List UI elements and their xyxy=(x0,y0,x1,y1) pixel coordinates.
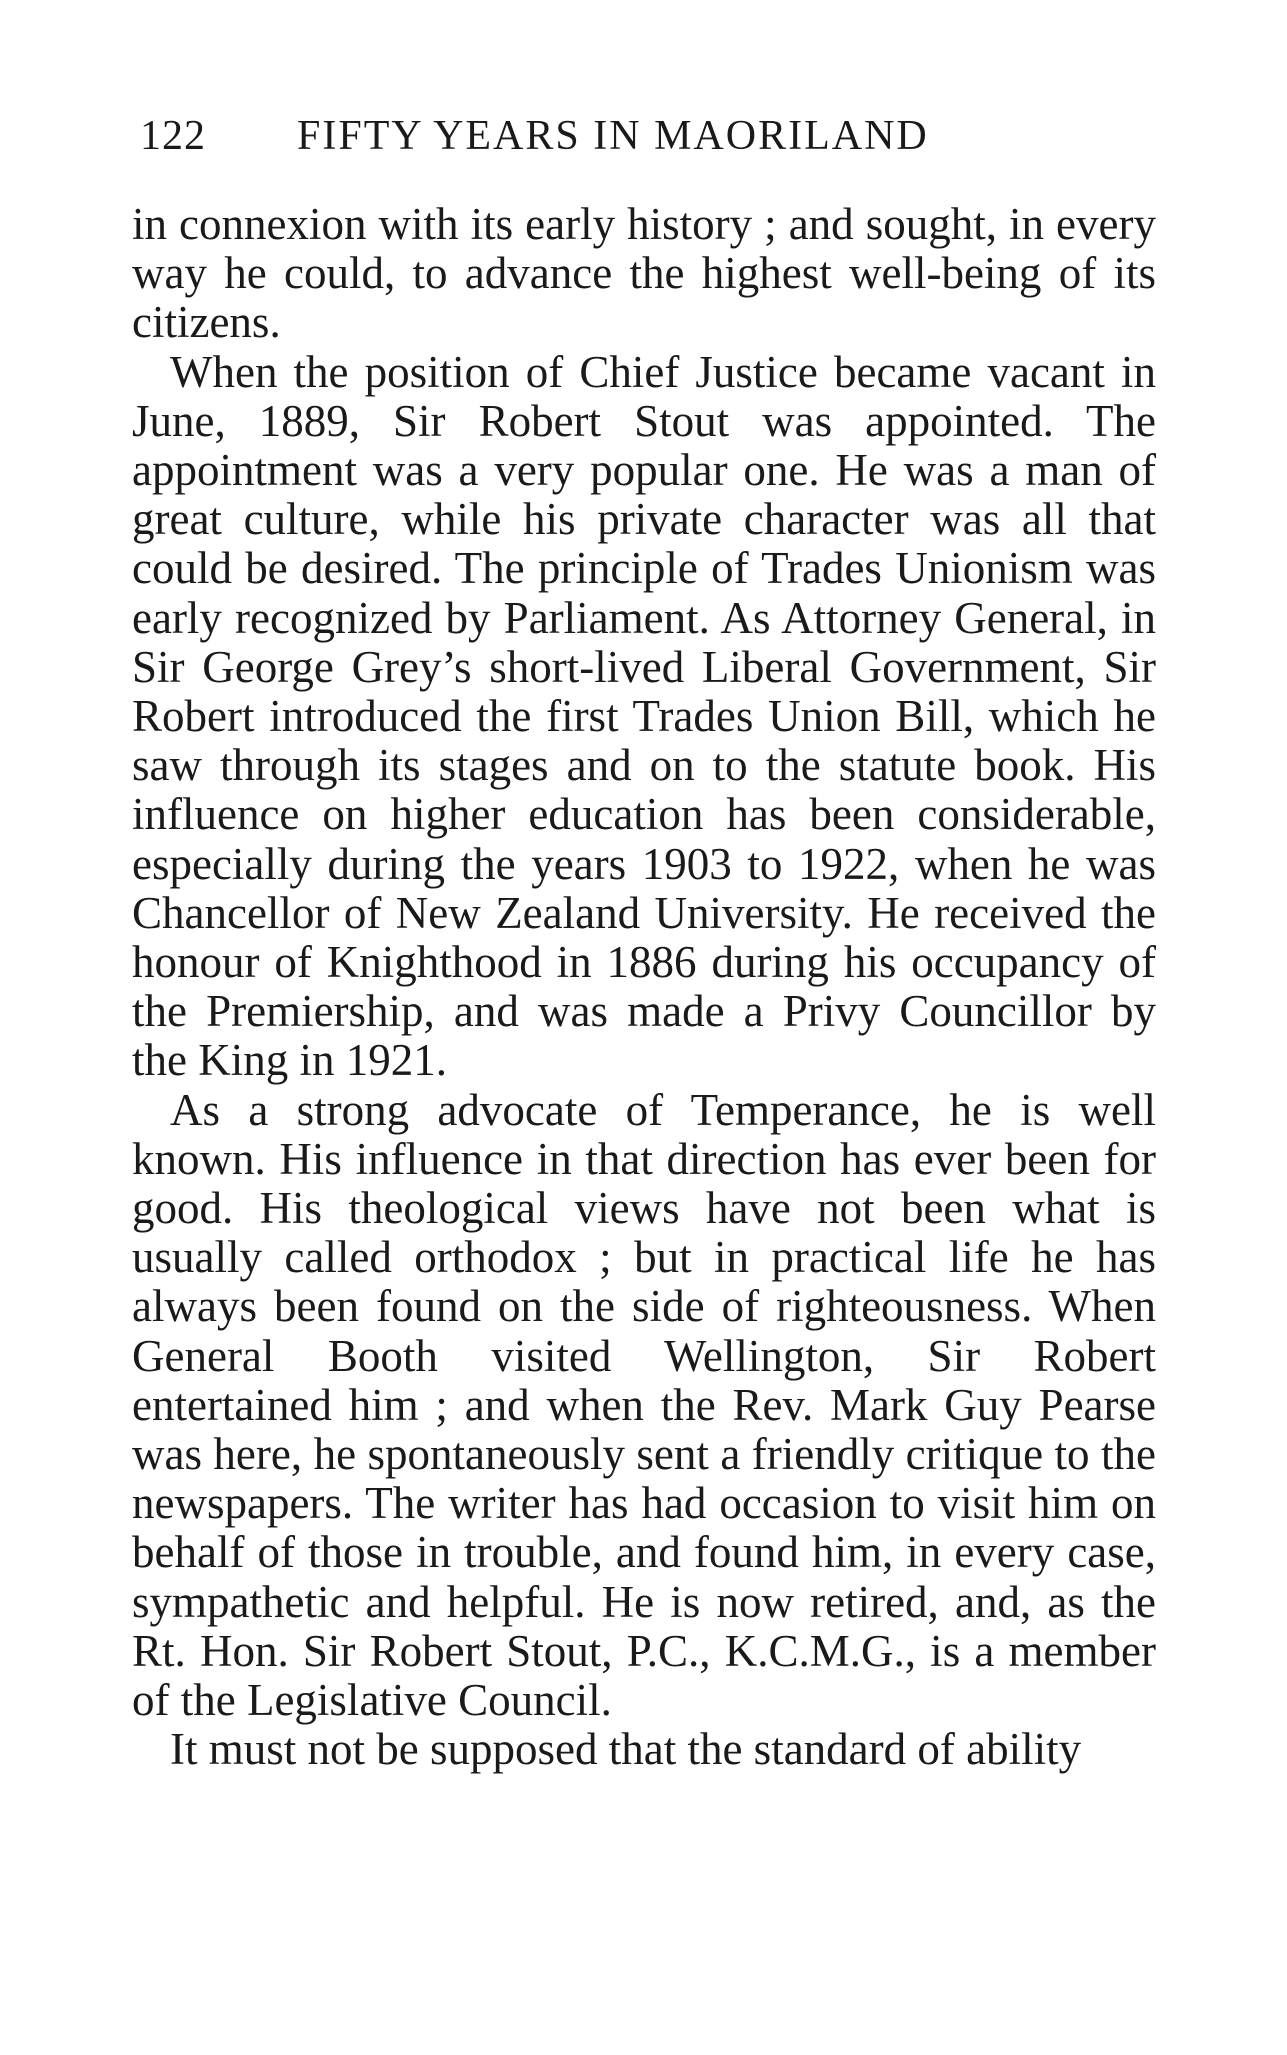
running-title: FIFTY YEARS IN MAORILAND xyxy=(297,113,929,159)
paragraph-continuation: in connexion with its early history ; and sought, in every way he could, to advance the highest well-being of its citizens. xyxy=(132,199,1156,348)
body-text xyxy=(132,200,1156,1775)
paragraph-temperance: As a strong advocate of Temperance, he is well known. His influence in that direction has ever been for good. His theological views have not been what is usually called orthodox ; but in practical life he has always been found on the side of righteousness. When General Booth visited Wellington, Sir Robert entertained him ; and when the Rev. Mark Guy Pearse was here, he spontaneously sent a friendly critique to the newspapers. The writer has had occasion to visit him on behalf of those in trouble, and found him, in every case, sympathetic and helpful. He is now retired, and, as the Rt. Hon. Sir Robert Stout, P.C., K.C.M.G., is a member of the Legislative Council. xyxy=(132,1084,1156,1726)
running-head xyxy=(140,112,1160,172)
paragraph-chief-justice: When the position of Chief Justice became vacant in June, 1889, Sir Robert Stout was appointed. The appointment was a very popular one. He was a man of great culture, while his private character was all that could be desired. The principle of Trades Unionism was early recognized by Parliament. As Attorney General, in Sir George Grey’s short-lived Liberal Government, Sir Robert introduced the first Trades Union Bill, which he saw through its stages and on to the statute book. His influence on higher education has been considerable, especially during the years 1903 to 1922, when he was Chancellor of New Zealand University. He received the honour of Knighthood in 1886 during his occupancy of the Premiership, and was made a Privy Councillor by the King in 1921. xyxy=(132,346,1156,1086)
paragraph-standard-of-ability: It must not be supposed that the standard of ability xyxy=(170,1724,1082,1775)
page-number: 122 xyxy=(140,113,206,159)
